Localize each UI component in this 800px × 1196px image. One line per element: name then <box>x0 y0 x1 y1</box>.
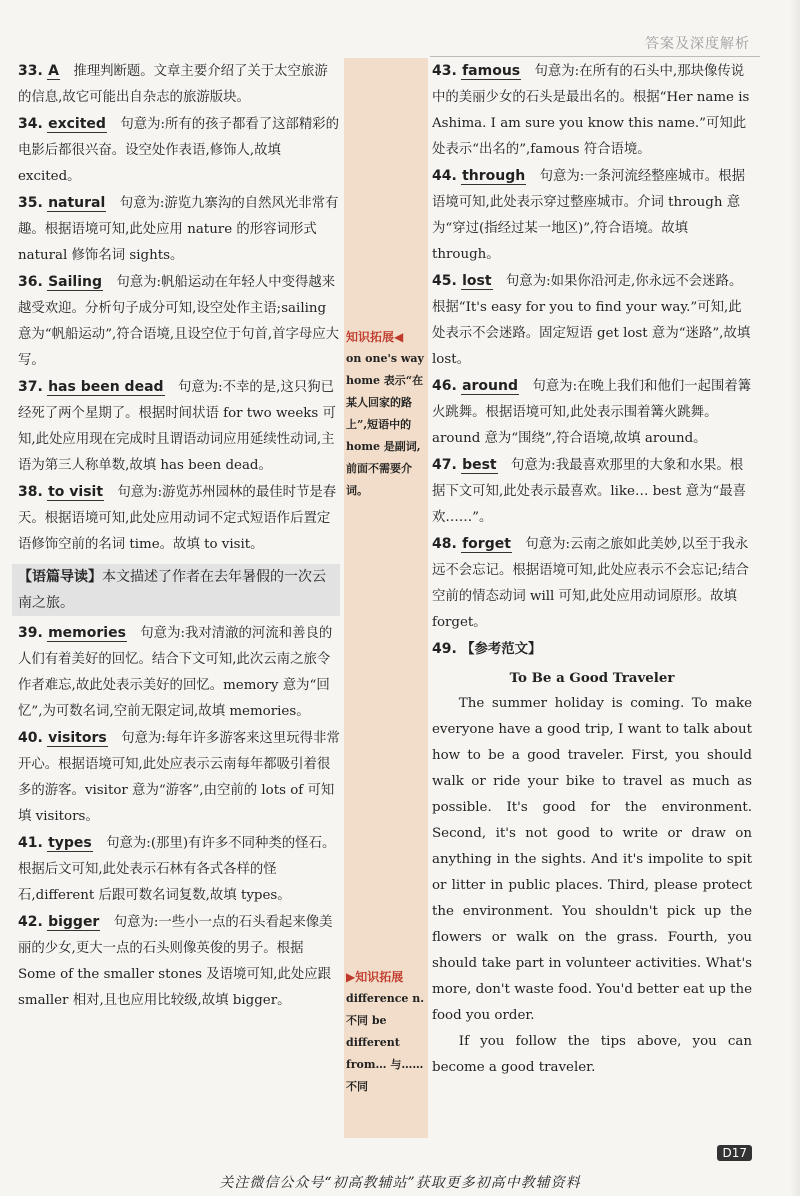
essay-label: 【参考范文】 <box>461 641 542 657</box>
answer-item <box>432 268 752 373</box>
item-number: 41. <box>18 835 43 851</box>
answer-text: A <box>48 63 59 79</box>
answer-text: best <box>462 457 497 473</box>
explanation-text: 句意为:在所有的石头中,那块像传说中的美丽少女的石头是最出名的。根据“Her name is Ashima. I am sure you know this name.”可知此处表示“出名的”,famous 符合语境。 <box>432 64 750 157</box>
passage-guide-label: 【语篇导读】 <box>18 569 102 585</box>
item-number: 49. <box>432 641 457 657</box>
item-number: 35. <box>18 195 43 211</box>
answer-item <box>18 725 340 830</box>
essay-body <box>432 691 752 1081</box>
explanation-text: 句意为:我最喜欢那里的大象和水果。根据下文可知,此处表示最喜欢。like… best 意为“最喜欢……”。 <box>432 458 746 525</box>
essay-paragraph: The summer holiday is coming. To make everyone have a good trip, I want to talk about how to be a good traveler. First, you should walk or ride your bike to travel as much as possible. It's good for the environment. Second, it's not good to write or draw on anything in the sights. And it's impolite to spit or litter in public places. Third, please protect the environment. You shouldn't pick up the flowers or walk on the grass. Fourth, you should take part in volunteer activities. What's more, don't waste food. You'd better eat up the food you order. <box>432 696 752 1023</box>
explanation-text: 句意为:一些小一点的石头看起来像美丽的少女,更大一点的石头则像英俊的男子。根据 Some of the smaller stones 及语境可知,此处应跟 smaller 相对,且也应用比较级,故填 bigger。 <box>18 915 333 1008</box>
item-number: 47. <box>432 457 457 473</box>
item-number: 36. <box>18 274 43 290</box>
essay-paragraph: If you follow the tips above, you can become a good traveler. <box>432 1034 752 1075</box>
answer-text: to visit <box>48 484 104 500</box>
answer-text: excited <box>48 116 106 132</box>
page-number: D17 <box>717 1145 752 1161</box>
explanation-text: 句意为:在晚上我们和他们一起围着篝火跳舞。根据语境可知,此处表示围着篝火跳舞。around 意为“围绕”,符合语境,故填 around。 <box>432 379 752 446</box>
explanation-text: 句意为:游览苏州园林的最佳时节是春天。根据语境可知,此处应用动词不定式短语作后置定语修饰空前的名词 time。故填 to visit。 <box>18 485 337 552</box>
right-column <box>432 58 752 1081</box>
answer-item <box>432 373 752 452</box>
item-number: 46. <box>432 378 457 394</box>
answer-text: famous <box>462 63 521 79</box>
answer-item <box>18 479 340 558</box>
item-number: 42. <box>18 914 43 930</box>
answer-item <box>18 58 340 111</box>
answer-text: has been dead <box>48 379 164 395</box>
answer-text: forget <box>462 536 511 552</box>
note-title: 知识拓展◀ <box>346 330 404 344</box>
answer-text: around <box>462 378 519 394</box>
answer-item <box>18 190 340 269</box>
answer-item <box>432 531 752 636</box>
answer-item <box>18 374 340 479</box>
answer-text: visitors <box>48 730 107 746</box>
answer-text: through <box>462 168 526 184</box>
item-number: 48. <box>432 536 457 552</box>
explanation-text: 句意为:(那里)有许多不同种类的怪石。根据后文可知,此处表示石林有各式各样的怪石,different 后跟可数名词复数,故填 types。 <box>18 836 336 903</box>
explanation-text: 句意为:如果你沿河走,你永远不会迷路。根据“It's easy for you to find your way.”可知,此处表示不会迷路。固定短语 get lost 意为“迷路”,故填 lost。 <box>432 274 751 367</box>
answer-item <box>432 452 752 531</box>
answer-item <box>18 830 340 909</box>
answer-text: types <box>48 835 92 851</box>
explanation-text: 句意为:不幸的是,这只狗已经死了两个星期了。根据时间状语 for two weeks 可知,此处应用现在完成时且谓语动词应用延续性动词,主语为第三人称单数,故填 has been dead。 <box>18 380 336 473</box>
item-number: 44. <box>432 168 457 184</box>
answer-text: Sailing <box>48 274 102 290</box>
item-number: 37. <box>18 379 43 395</box>
explanation-text: 句意为:所有的孩子都看了这部精彩的电影后都很兴奋。设空处作表语,修饰人,故填 excited。 <box>18 117 340 184</box>
answer-item <box>18 620 340 725</box>
item-number: 39. <box>18 625 43 641</box>
answer-text: bigger <box>48 914 100 930</box>
item-number: 40. <box>18 730 43 746</box>
answer-text: natural <box>48 195 106 211</box>
header-rule <box>430 56 760 57</box>
explanation-text: 句意为:云南之旅如此美妙,以至于我永远不会忘记。根据语境可知,此处应表示不会忘记;结合空前的情态动词 will 可知,此处应用动词原形。故填 forget。 <box>432 537 749 630</box>
answer-item <box>432 58 752 163</box>
item-number: 34. <box>18 116 43 132</box>
page-edge <box>790 0 800 1196</box>
passage-guide <box>12 564 340 616</box>
arrow-left-icon: ◀ <box>394 330 404 344</box>
knowledge-note-1 <box>346 326 426 502</box>
explanation-text: 句意为:帆船运动在年轻人中变得越来越受欢迎。分析句子成分可知,设空处作主语;sailing 意为“帆船运动”,符合语境,且设空位于句首,首字母应大写。 <box>18 275 340 368</box>
note-text: on one's way home 表示“在某人回家的路上”,短语中的 home 是副词,前面不需要介词。 <box>346 352 424 497</box>
item-number: 43. <box>432 63 457 79</box>
item-number: 45. <box>432 273 457 289</box>
page-footer: 关注微信公众号“初高教辅站”获取更多初高中教辅资料 <box>219 1175 581 1191</box>
item-number: 38. <box>18 484 43 500</box>
answer-item <box>18 111 340 190</box>
note-title: ▶知识拓展 <box>346 970 404 984</box>
explanation-text: 句意为:一条河流经整座城市。根据语境可知,此处表示穿过整座城市。介词 through 意为“穿过(指经过某一地区)”,符合语境。故填 through。 <box>432 169 745 262</box>
answer-text: lost <box>462 273 492 289</box>
explanation-text: 推理判断题。文章主要介绍了关于太空旅游的信息,故它可能出自杂志的旅游版块。 <box>18 64 328 105</box>
knowledge-note-2 <box>346 966 426 1098</box>
essay-title: To Be a Good Traveler <box>509 670 675 686</box>
answer-item <box>18 269 340 374</box>
left-column <box>18 58 340 1014</box>
essay-heading <box>432 636 752 663</box>
explanation-text: 句意为:我对清澈的河流和善良的人们有着美好的回忆。结合下文可知,此次云南之旅令作者难忘,故此处表示美好的回忆。memory 意为“回忆”,为可数名词,空前无限定词,故填 memories。 <box>18 626 333 719</box>
note-text: difference n. 不同 be different from… 与……不同 <box>346 992 425 1093</box>
explanation-text: 句意为:游览九寨沟的自然风光非常有趣。根据语境可知,此处应用 nature 的形容词形式 natural 修饰名词 sights。 <box>18 196 339 263</box>
explanation-text: 句意为:每年许多游客来这里玩得非常开心。根据语境可知,此处应表示云南每年都吸引着很多的游客。visitor 意为“游客”,由空前的 lots of 可知填 visitors。 <box>18 731 340 824</box>
answer-text: memories <box>48 625 126 641</box>
item-number: 33. <box>18 63 43 79</box>
answer-item <box>432 163 752 268</box>
passage-guide-text: 本文描述了作者在去年暑假的一次云南之旅。 <box>18 569 326 611</box>
answer-item <box>18 909 340 1014</box>
page-header: 答案及深度解析 <box>645 36 750 52</box>
arrow-right-icon: ▶ <box>346 970 356 984</box>
